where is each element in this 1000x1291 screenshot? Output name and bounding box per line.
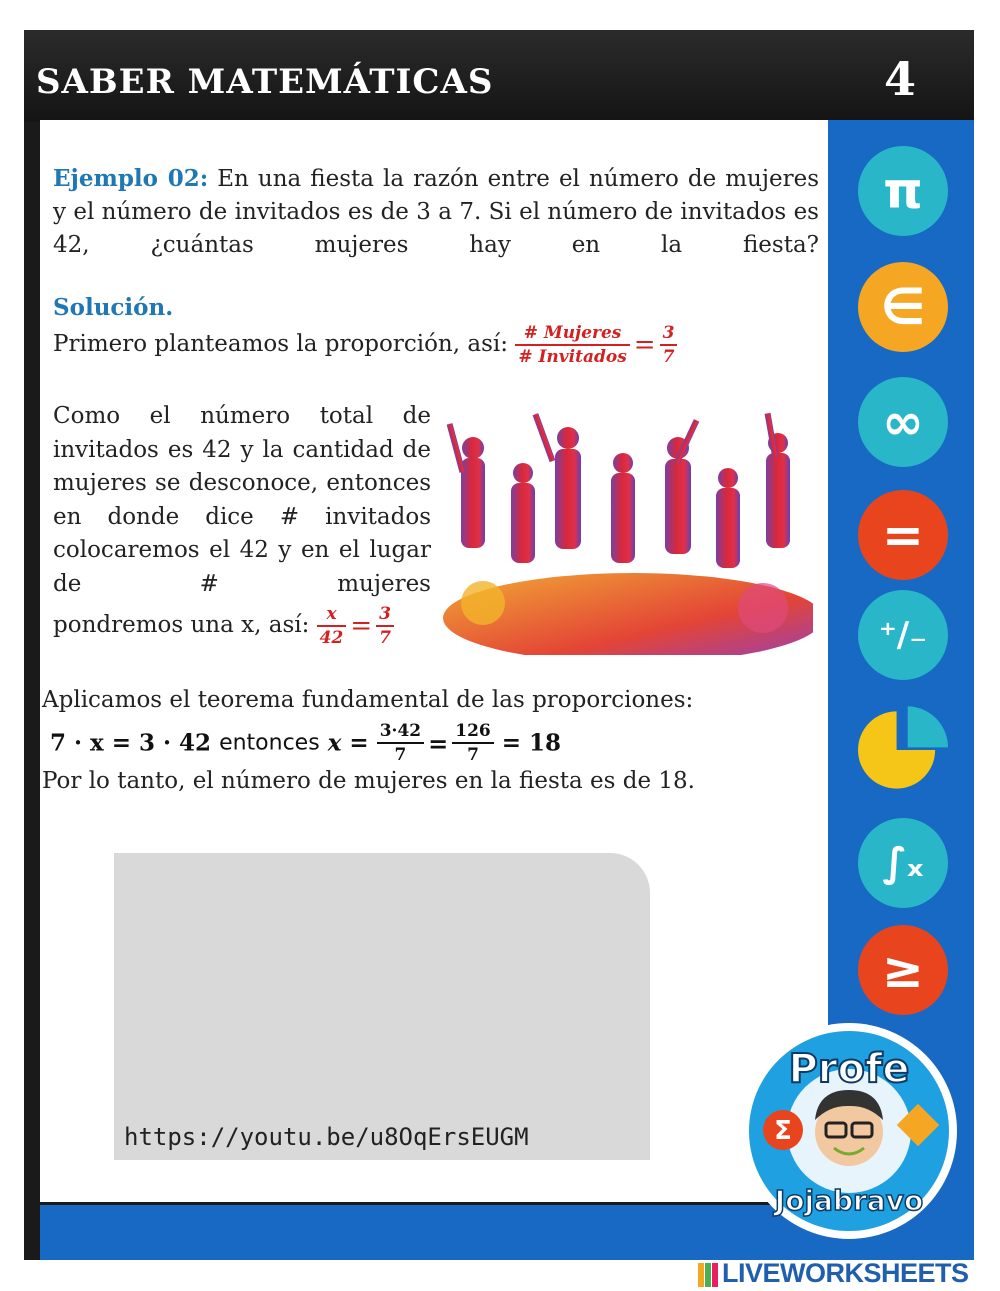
fraction-numerator: 3 [376,603,394,627]
fraction-126-over-7 [452,720,494,766]
equals-icon: = [858,490,948,580]
equation-result: = 18 [501,729,562,757]
fraction-denominator: 42 [319,628,344,648]
profe-jojabravo-logo [738,1020,960,1242]
step1-line [53,322,753,368]
infinity-icon: ∞ [858,377,948,467]
equation-line [50,720,830,766]
greater-equal-icon: ≥ [858,925,948,1015]
video-placeholder[interactable] [114,853,650,1160]
fraction-numerator: 3·42 [377,720,424,744]
fraction-denominator: 7 [662,347,675,367]
example-text: En una fiesta la razón entre el número de mujeres y el número de invitados es de 3 a 7. Si el número de invitados es 42, ¿cuántas mujeres hay en la fiesta? [53,166,820,258]
fraction-numerator: x [317,603,347,627]
logo-sigma: Σ [774,1116,792,1146]
equals-sign: = [350,610,373,641]
conclusion-text: Por lo tanto, el número de mujeres en la fiesta es de 18. [42,768,695,794]
pie-chart-icon [858,705,948,795]
fraction-numerator: # Mujeres [515,322,629,346]
video-url-link[interactable]: https://youtu.be/u8OqErsEUGM [124,1123,529,1151]
step3-text: Aplicamos el teorema fundamental de las proporciones: [42,687,694,713]
fraction-denominator: 7 [379,628,391,648]
logo-bottom-text: Jojabravo [774,1184,924,1217]
page-number: 4 [883,52,916,106]
fraction-numerator: 126 [452,720,494,744]
fraction-three-sevenths [376,603,394,649]
solution-label: Solución. [53,294,174,321]
fraction-3x42-over-7 [377,720,424,766]
fraction-x-42 [317,603,347,649]
step2-paragraph: Como el número total de invitados es 42 y la cantidad de mujeres se desconoce, entonces en donde dice # invitados colocaremos el 42 y en el lugar de # mujeres [53,403,431,597]
party-silhouettes-image [443,403,813,655]
logo-top-text: Profe [788,1046,910,1092]
liveworksheets-logo-icon [698,1263,718,1287]
liveworksheets-watermark[interactable] [698,1258,969,1289]
page-title: SABER MATEMÁTICAS [36,62,494,102]
equation-x: x = [327,729,369,757]
equals-sign: = [633,329,656,360]
step2-end-line [53,603,433,649]
integral-icon: ∫ₓ [858,818,948,908]
equals-sign: = [428,728,449,758]
equation-word: entonces [219,730,320,756]
fraction-mujeres-invitados [515,322,629,368]
equation-left: 7 · x = 3 · 42 [50,729,212,757]
example-label: Ejemplo 02: [53,165,209,192]
step1-text: Primero planteamos la proporción, así: [53,331,508,357]
fraction-denominator: 7 [394,745,407,765]
fraction-denominator: # Invitados [518,347,627,367]
fraction-denominator: 7 [467,745,479,765]
header-bar [24,30,974,122]
example-paragraph [53,162,819,262]
fraction-numerator: 3 [660,322,678,346]
element-of-icon: ∈ [858,262,948,352]
watermark-text: LIVEWORKSHEETS [722,1258,969,1288]
step2-end-text: pondremos una x, así: [53,612,310,638]
plus-minus-icon: ⁺∕₋ [858,590,948,680]
pi-icon: π [858,146,948,236]
fraction-three-sevenths [660,322,678,368]
